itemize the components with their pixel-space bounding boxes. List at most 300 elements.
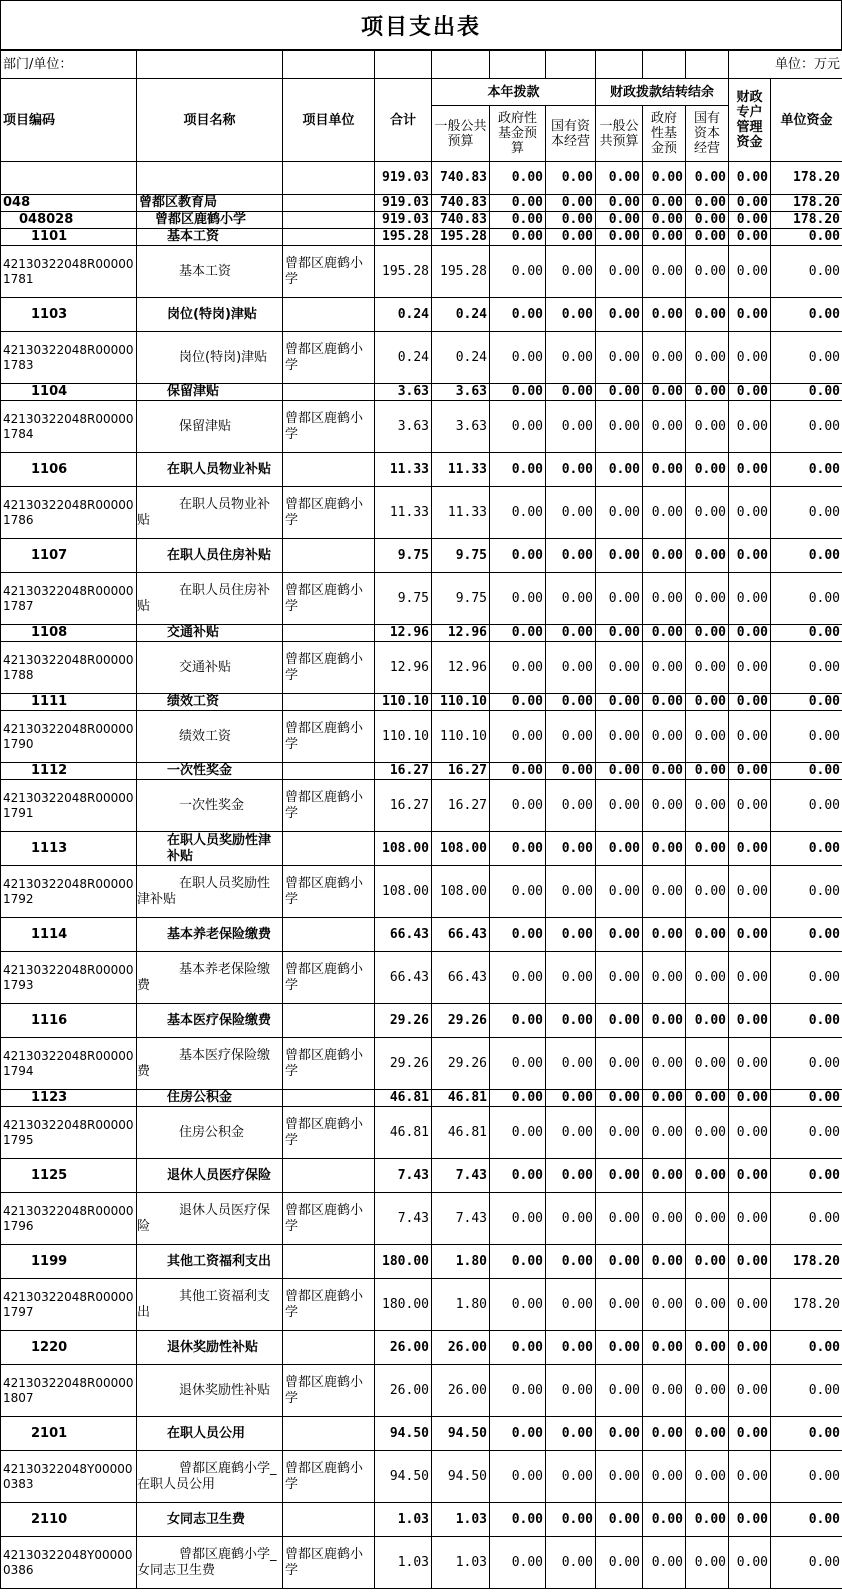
cell-total: 94.50 [375,1417,432,1451]
cell-c-state: 0.00 [686,1537,729,1589]
summary-row [1,162,842,195]
project-row [1,866,842,918]
cell-total: 108.00 [375,832,432,866]
cell-code: 42130322048R000001796 [1,1193,137,1245]
cell-unit-funds: 0.00 [771,1193,842,1245]
cell-special: 0.00 [729,1245,771,1279]
cell-total: 12.96 [375,642,432,694]
cell-gov-fund: 0.00 [490,711,546,763]
cell-total: 3.63 [375,401,432,453]
cell-state: 0.00 [546,1331,596,1365]
cell-c-state: 0.00 [686,539,729,573]
cell-c-general: 0.00 [596,229,643,246]
cell-general: 740.83 [432,212,490,229]
cell-code: 42130322048R000001792 [1,866,137,918]
cell-c-general: 0.00 [596,642,643,694]
cell-state: 0.00 [546,332,596,384]
cell-c-fund: 0.00 [643,711,686,763]
cell-c-fund: 0.00 [643,1159,686,1193]
cell-general: 1.03 [432,1503,490,1537]
cell-c-state: 0.00 [686,1417,729,1451]
cell-total: 16.27 [375,763,432,780]
cell-total: 66.43 [375,952,432,1004]
cell-c-state: 0.00 [686,918,729,952]
cell-special: 0.00 [729,487,771,539]
cell-c-general: 0.00 [596,1365,643,1417]
cell-general: 1.80 [432,1245,490,1279]
cell-gov-fund: 0.00 [490,918,546,952]
cell-unit-funds: 0.00 [771,1451,842,1503]
cell-c-general: 0.00 [596,952,643,1004]
cell-gov-fund: 0.00 [490,384,546,401]
cell-general: 0.24 [432,298,490,332]
cell-unit-funds: 0.00 [771,229,842,246]
cell-total: 7.43 [375,1193,432,1245]
cell-name: 退休奖励性补贴 [137,1365,283,1417]
cell-name: 保留津贴 [137,401,283,453]
project-row [1,401,842,453]
cell-name: 曾都区鹿鹤小学 [137,212,283,229]
col-carry-general-header: 一般公共预算 [596,106,643,162]
cell-state: 0.00 [546,453,596,487]
cell-gov-fund: 0.00 [490,1365,546,1417]
cell-c-fund: 0.00 [643,625,686,642]
col-name-header: 项目名称 [137,79,283,162]
cell-special: 0.00 [729,1537,771,1589]
cell-special: 0.00 [729,1038,771,1090]
cell-state: 0.00 [546,1503,596,1537]
cell-gov-fund: 0.00 [490,625,546,642]
category-row [1,229,842,246]
cell-special: 0.00 [729,298,771,332]
cell-total: 1.03 [375,1537,432,1589]
cell-code: 42130322048Y000000383 [1,1451,137,1503]
cell-state: 0.00 [546,1365,596,1417]
cell-gov-fund: 0.00 [490,212,546,229]
cell-code: 1123 [1,1090,137,1107]
cell-general: 108.00 [432,832,490,866]
cell-unit [283,694,375,711]
cell-unit [283,298,375,332]
cell-gov-fund: 0.00 [490,487,546,539]
cell-general: 12.96 [432,625,490,642]
cell-c-general: 0.00 [596,694,643,711]
cell-c-state: 0.00 [686,711,729,763]
cell-c-general: 0.00 [596,918,643,952]
cell-c-state: 0.00 [686,1038,729,1090]
category-row [1,694,842,711]
cell-unit: 曾都区鹿鹤小学 [283,642,375,694]
cell-state: 0.00 [546,1159,596,1193]
cell-total: 12.96 [375,625,432,642]
cell-total: 7.43 [375,1159,432,1193]
cell-c-general: 0.00 [596,1279,643,1331]
cell-c-fund: 0.00 [643,1107,686,1159]
cell-unit [283,195,375,212]
cell-special: 0.00 [729,573,771,625]
cell-special: 0.00 [729,1331,771,1365]
cell-c-state: 0.00 [686,298,729,332]
cell-total: 195.28 [375,229,432,246]
cell-total: 180.00 [375,1245,432,1279]
cell-special: 0.00 [729,384,771,401]
cell-unit [283,1159,375,1193]
cell-general: 11.33 [432,453,490,487]
cell-general: 740.83 [432,162,490,195]
col-carry-state-header: 国有资本经营 [686,106,729,162]
cell-c-general: 0.00 [596,763,643,780]
cell-special: 0.00 [729,1090,771,1107]
cell-c-state: 0.00 [686,1107,729,1159]
cell-code: 1116 [1,1004,137,1038]
cell-total: 46.81 [375,1090,432,1107]
cell-name: 退休奖励性补贴 [137,1331,283,1365]
category-row [1,1159,842,1193]
cell-c-general: 0.00 [596,1090,643,1107]
cell-c-general: 0.00 [596,487,643,539]
cell-unit [283,539,375,573]
cell-general: 3.63 [432,401,490,453]
cell-c-general: 0.00 [596,384,643,401]
cell-c-state: 0.00 [686,1245,729,1279]
cell-unit-funds: 0.00 [771,298,842,332]
cell-c-state: 0.00 [686,332,729,384]
cell-c-fund: 0.00 [643,918,686,952]
cell-state: 0.00 [546,1004,596,1038]
cell-general: 740.83 [432,195,490,212]
unit-label: 单位：万元 [729,51,842,79]
cell-c-general: 0.00 [596,625,643,642]
cell-general: 16.27 [432,763,490,780]
cell-c-general: 0.00 [596,1451,643,1503]
cell-total: 110.10 [375,711,432,763]
category-row [1,539,842,573]
cell-special: 0.00 [729,1503,771,1537]
cell-c-fund: 0.00 [643,162,686,195]
cell-unit-funds: 0.00 [771,918,842,952]
cell-c-fund: 0.00 [643,1331,686,1365]
cell-c-fund: 0.00 [643,1365,686,1417]
cell-c-state: 0.00 [686,1331,729,1365]
cell-c-state: 0.00 [686,1004,729,1038]
category-row [1,1004,842,1038]
cell-gov-fund: 0.00 [490,229,546,246]
cell-c-fund: 0.00 [643,832,686,866]
cell-name: 在职人员物业补贴 [137,453,283,487]
cell-state: 0.00 [546,1245,596,1279]
cell-total: 16.27 [375,780,432,832]
cell-unit-funds: 178.20 [771,162,842,195]
cell-gov-fund: 0.00 [490,832,546,866]
cell-code: 048 [1,195,137,212]
cell-c-fund: 0.00 [643,1279,686,1331]
cell-c-state: 0.00 [686,573,729,625]
cell-special: 0.00 [729,453,771,487]
cell-unit [283,1004,375,1038]
cell-unit-funds: 0.00 [771,246,842,298]
cell-c-fund: 0.00 [643,195,686,212]
cell-c-fund: 0.00 [643,1038,686,1090]
cell-state: 0.00 [546,298,596,332]
cell-c-general: 0.00 [596,866,643,918]
cell-special: 0.00 [729,162,771,195]
cell-state: 0.00 [546,162,596,195]
col-gov-fund-header: 政府性基金预算 [490,106,546,162]
cell-unit: 曾都区鹿鹤小学 [283,1279,375,1331]
cell-unit: 曾都区鹿鹤小学 [283,866,375,918]
cell-unit-funds: 0.00 [771,832,842,866]
cell-general: 94.50 [432,1417,490,1451]
cell-state: 0.00 [546,195,596,212]
project-row [1,642,842,694]
cell-special: 0.00 [729,539,771,573]
cell-general: 29.26 [432,1004,490,1038]
project-row [1,1279,842,1331]
cell-c-state: 0.00 [686,694,729,711]
project-row [1,1537,842,1589]
cell-general: 11.33 [432,487,490,539]
cell-unit [283,1090,375,1107]
col-state-header: 国有资本经营 [546,106,596,162]
col-carry-fund-header: 政府性基金预 [643,106,686,162]
cell-unit-funds: 0.00 [771,1503,842,1537]
cell-name: 基本养老保险缴费 [137,918,283,952]
cell-c-state: 0.00 [686,401,729,453]
cell-unit: 曾都区鹿鹤小学 [283,1107,375,1159]
header-row-1 [1,79,842,106]
cell-special: 0.00 [729,866,771,918]
cell-c-fund: 0.00 [643,1090,686,1107]
cell-gov-fund: 0.00 [490,1090,546,1107]
cell-special: 0.00 [729,625,771,642]
cell-state: 0.00 [546,539,596,573]
project-row [1,1365,842,1417]
cell-total: 46.81 [375,1107,432,1159]
cell-c-fund: 0.00 [643,1245,686,1279]
cell-state: 0.00 [546,573,596,625]
cell-c-general: 0.00 [596,162,643,195]
cell-unit-funds: 0.00 [771,1417,842,1451]
cell-name: 曾都区鹿鹤小学_在职人员公用 [137,1451,283,1503]
cell-state: 0.00 [546,642,596,694]
cell-unit [283,625,375,642]
cell-unit: 曾都区鹿鹤小学 [283,487,375,539]
cell-name: 在职人员住房补贴 [137,539,283,573]
cell-unit-funds: 0.00 [771,711,842,763]
cell-c-state: 0.00 [686,832,729,866]
cell-gov-fund: 0.00 [490,952,546,1004]
cell-c-fund: 0.00 [643,487,686,539]
cell-unit: 曾都区鹿鹤小学 [283,711,375,763]
cell-unit-funds: 0.00 [771,1004,842,1038]
project-row [1,952,842,1004]
cell-name: 其他工资福利支出 [137,1279,283,1331]
cell-code: 1107 [1,539,137,573]
cell-name: 绩效工资 [137,711,283,763]
cell-state: 0.00 [546,1107,596,1159]
cell-name: 交通补贴 [137,642,283,694]
cell-name: 其他工资福利支出 [137,1245,283,1279]
cell-unit: 曾都区鹿鹤小学 [283,401,375,453]
cell-c-state: 0.00 [686,952,729,1004]
cell-gov-fund: 0.00 [490,642,546,694]
cell-c-fund: 0.00 [643,1451,686,1503]
cell-name: 住房公积金 [137,1107,283,1159]
cell-general: 94.50 [432,1451,490,1503]
dept-row [1,195,842,212]
cell-c-state: 0.00 [686,229,729,246]
project-row [1,246,842,298]
cell-name: 基本工资 [137,246,283,298]
cell-special: 0.00 [729,1417,771,1451]
cell-c-general: 0.00 [596,539,643,573]
cell-unit [283,1503,375,1537]
cell-general: 7.43 [432,1159,490,1193]
project-row [1,1193,842,1245]
cell-code: 1112 [1,763,137,780]
cell-special: 0.00 [729,642,771,694]
cell-special: 0.00 [729,229,771,246]
cell-unit-funds: 0.00 [771,780,842,832]
category-row [1,384,842,401]
cell-general: 12.96 [432,642,490,694]
cell-unit-funds: 0.00 [771,384,842,401]
project-row [1,487,842,539]
cell-unit-funds: 0.00 [771,332,842,384]
cell-gov-fund: 0.00 [490,298,546,332]
cell-special: 0.00 [729,780,771,832]
cell-total: 9.75 [375,573,432,625]
cell-unit-funds: 0.00 [771,487,842,539]
cell-special: 0.00 [729,1107,771,1159]
cell-c-state: 0.00 [686,1279,729,1331]
cell-c-state: 0.00 [686,1365,729,1417]
cell-gov-fund: 0.00 [490,763,546,780]
cell-c-fund: 0.00 [643,694,686,711]
cell-name: 基本工资 [137,229,283,246]
col-unit-header: 项目单位 [283,79,375,162]
cell-general: 29.26 [432,1038,490,1090]
cell-name: 在职人员奖励性津补贴 [137,866,283,918]
cell-c-general: 0.00 [596,1331,643,1365]
cell-general: 9.75 [432,539,490,573]
cell-unit [283,384,375,401]
cell-state: 0.00 [546,711,596,763]
cell-general: 3.63 [432,384,490,401]
cell-code: 1111 [1,694,137,711]
cell-c-state: 0.00 [686,1090,729,1107]
cell-special: 0.00 [729,1004,771,1038]
cell-unit-funds: 0.00 [771,625,842,642]
cell-name: 退休人员医疗保险 [137,1193,283,1245]
cell-state: 0.00 [546,1279,596,1331]
cell-general: 7.43 [432,1193,490,1245]
cell-c-fund: 0.00 [643,1417,686,1451]
cell-state: 0.00 [546,1451,596,1503]
cell-unit-funds: 0.00 [771,1038,842,1090]
category-row [1,763,842,780]
cell-c-fund: 0.00 [643,229,686,246]
cell-c-general: 0.00 [596,401,643,453]
category-row [1,1503,842,1537]
cell-code: 42130322048R000001788 [1,642,137,694]
cell-c-state: 0.00 [686,625,729,642]
cell-unit: 曾都区鹿鹤小学 [283,780,375,832]
cell-code: 42130322048R000001790 [1,711,137,763]
cell-unit-funds: 0.00 [771,952,842,1004]
project-row [1,332,842,384]
cell-gov-fund: 0.00 [490,780,546,832]
cell-special: 0.00 [729,401,771,453]
cell-c-state: 0.00 [686,487,729,539]
col-special-header: 财政专户管理资金 [729,79,771,162]
cell-gov-fund: 0.00 [490,246,546,298]
cell-gov-fund: 0.00 [490,1107,546,1159]
cell-total: 9.75 [375,539,432,573]
cell-c-fund: 0.00 [643,212,686,229]
cell-state: 0.00 [546,1417,596,1451]
cell-name: 基本医疗保险缴费 [137,1038,283,1090]
cell-general: 1.03 [432,1537,490,1589]
cell-unit-funds: 0.00 [771,453,842,487]
cell-unit [283,763,375,780]
cell-c-state: 0.00 [686,1503,729,1537]
cell-name: 保留津贴 [137,384,283,401]
cell-special: 0.00 [729,694,771,711]
cell-code: 1106 [1,453,137,487]
project-row [1,573,842,625]
cell-c-fund: 0.00 [643,1537,686,1589]
cell-c-state: 0.00 [686,1159,729,1193]
cell-gov-fund: 0.00 [490,453,546,487]
cell-total: 26.00 [375,1365,432,1417]
cell-code: 1104 [1,384,137,401]
meta-row [1,51,842,79]
group-carry-header: 财政拨款结转结余 [596,79,729,106]
cell-general: 9.75 [432,573,490,625]
cell-special: 0.00 [729,195,771,212]
cell-general: 0.24 [432,332,490,384]
cell-total: 11.33 [375,453,432,487]
cell-state: 0.00 [546,1038,596,1090]
cell-c-state: 0.00 [686,212,729,229]
cell-c-fund: 0.00 [643,246,686,298]
cell-gov-fund: 0.00 [490,1417,546,1451]
category-row [1,298,842,332]
cell-state: 0.00 [546,763,596,780]
cell-c-fund: 0.00 [643,1004,686,1038]
category-row [1,453,842,487]
cell-c-state: 0.00 [686,453,729,487]
cell-unit-funds: 0.00 [771,539,842,573]
project-expense-table [0,50,842,1589]
school-row [1,212,842,229]
cell-name: 在职人员物业补贴 [137,487,283,539]
cell-name: 在职人员住房补贴 [137,573,283,625]
cell-general: 26.00 [432,1365,490,1417]
cell-state: 0.00 [546,1537,596,1589]
cell-state: 0.00 [546,401,596,453]
cell-gov-fund: 0.00 [490,866,546,918]
page-title: 项目支出表 [0,0,842,50]
cell-name: 在职人员公用 [137,1417,283,1451]
category-row [1,1417,842,1451]
cell-special: 0.00 [729,1365,771,1417]
cell-c-state: 0.00 [686,246,729,298]
cell-unit [283,229,375,246]
category-row [1,1331,842,1365]
cell-total: 0.24 [375,298,432,332]
